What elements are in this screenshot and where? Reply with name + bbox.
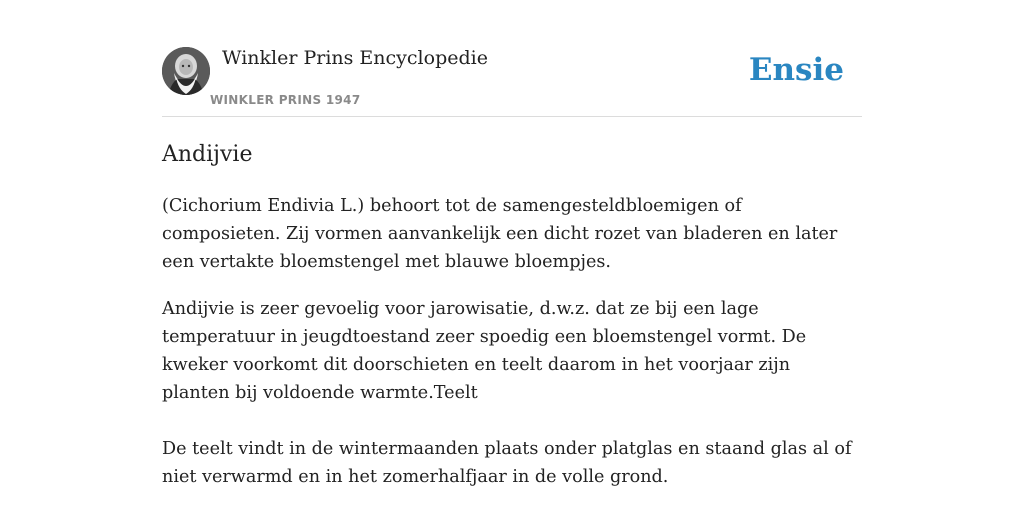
- article-paragraph: (Cichorium Endivia L.) behoort tot de samengesteldbloemigen of composieten. Zij vormen aanvankelijk een dicht rozet van bladeren en later een vertakte bloemstengel met blauwe bloempjes.: [162, 196, 838, 272]
- article-title: Andijvie: [162, 142, 253, 167]
- brand-logo[interactable]: Ensie: [748, 52, 844, 88]
- article-paragraph: De teelt vindt in de wintermaanden plaats onder platglas en staand glas al of niet verwarmd en in het zomerhalfjaar in de volle grond.: [162, 439, 852, 487]
- source-subtitle: WINKLER PRINS 1947: [210, 93, 361, 107]
- author-avatar[interactable]: [162, 47, 210, 95]
- article-paragraph: Andijvie is zeer gevoelig voor jarowisatie, d.w.z. dat ze bij een lage temperatuur in jeugdtoestand zeer spoedig een bloemstengel vormt. De kweker voorkomt dit doorschieten en teelt daarom in het voorjaar zijn planten bij voldoende warmte.Teelt: [162, 299, 807, 403]
- portrait-image: [162, 47, 210, 95]
- source-title[interactable]: Winkler Prins Encyclopedie: [222, 47, 488, 69]
- source-header: [162, 46, 862, 117]
